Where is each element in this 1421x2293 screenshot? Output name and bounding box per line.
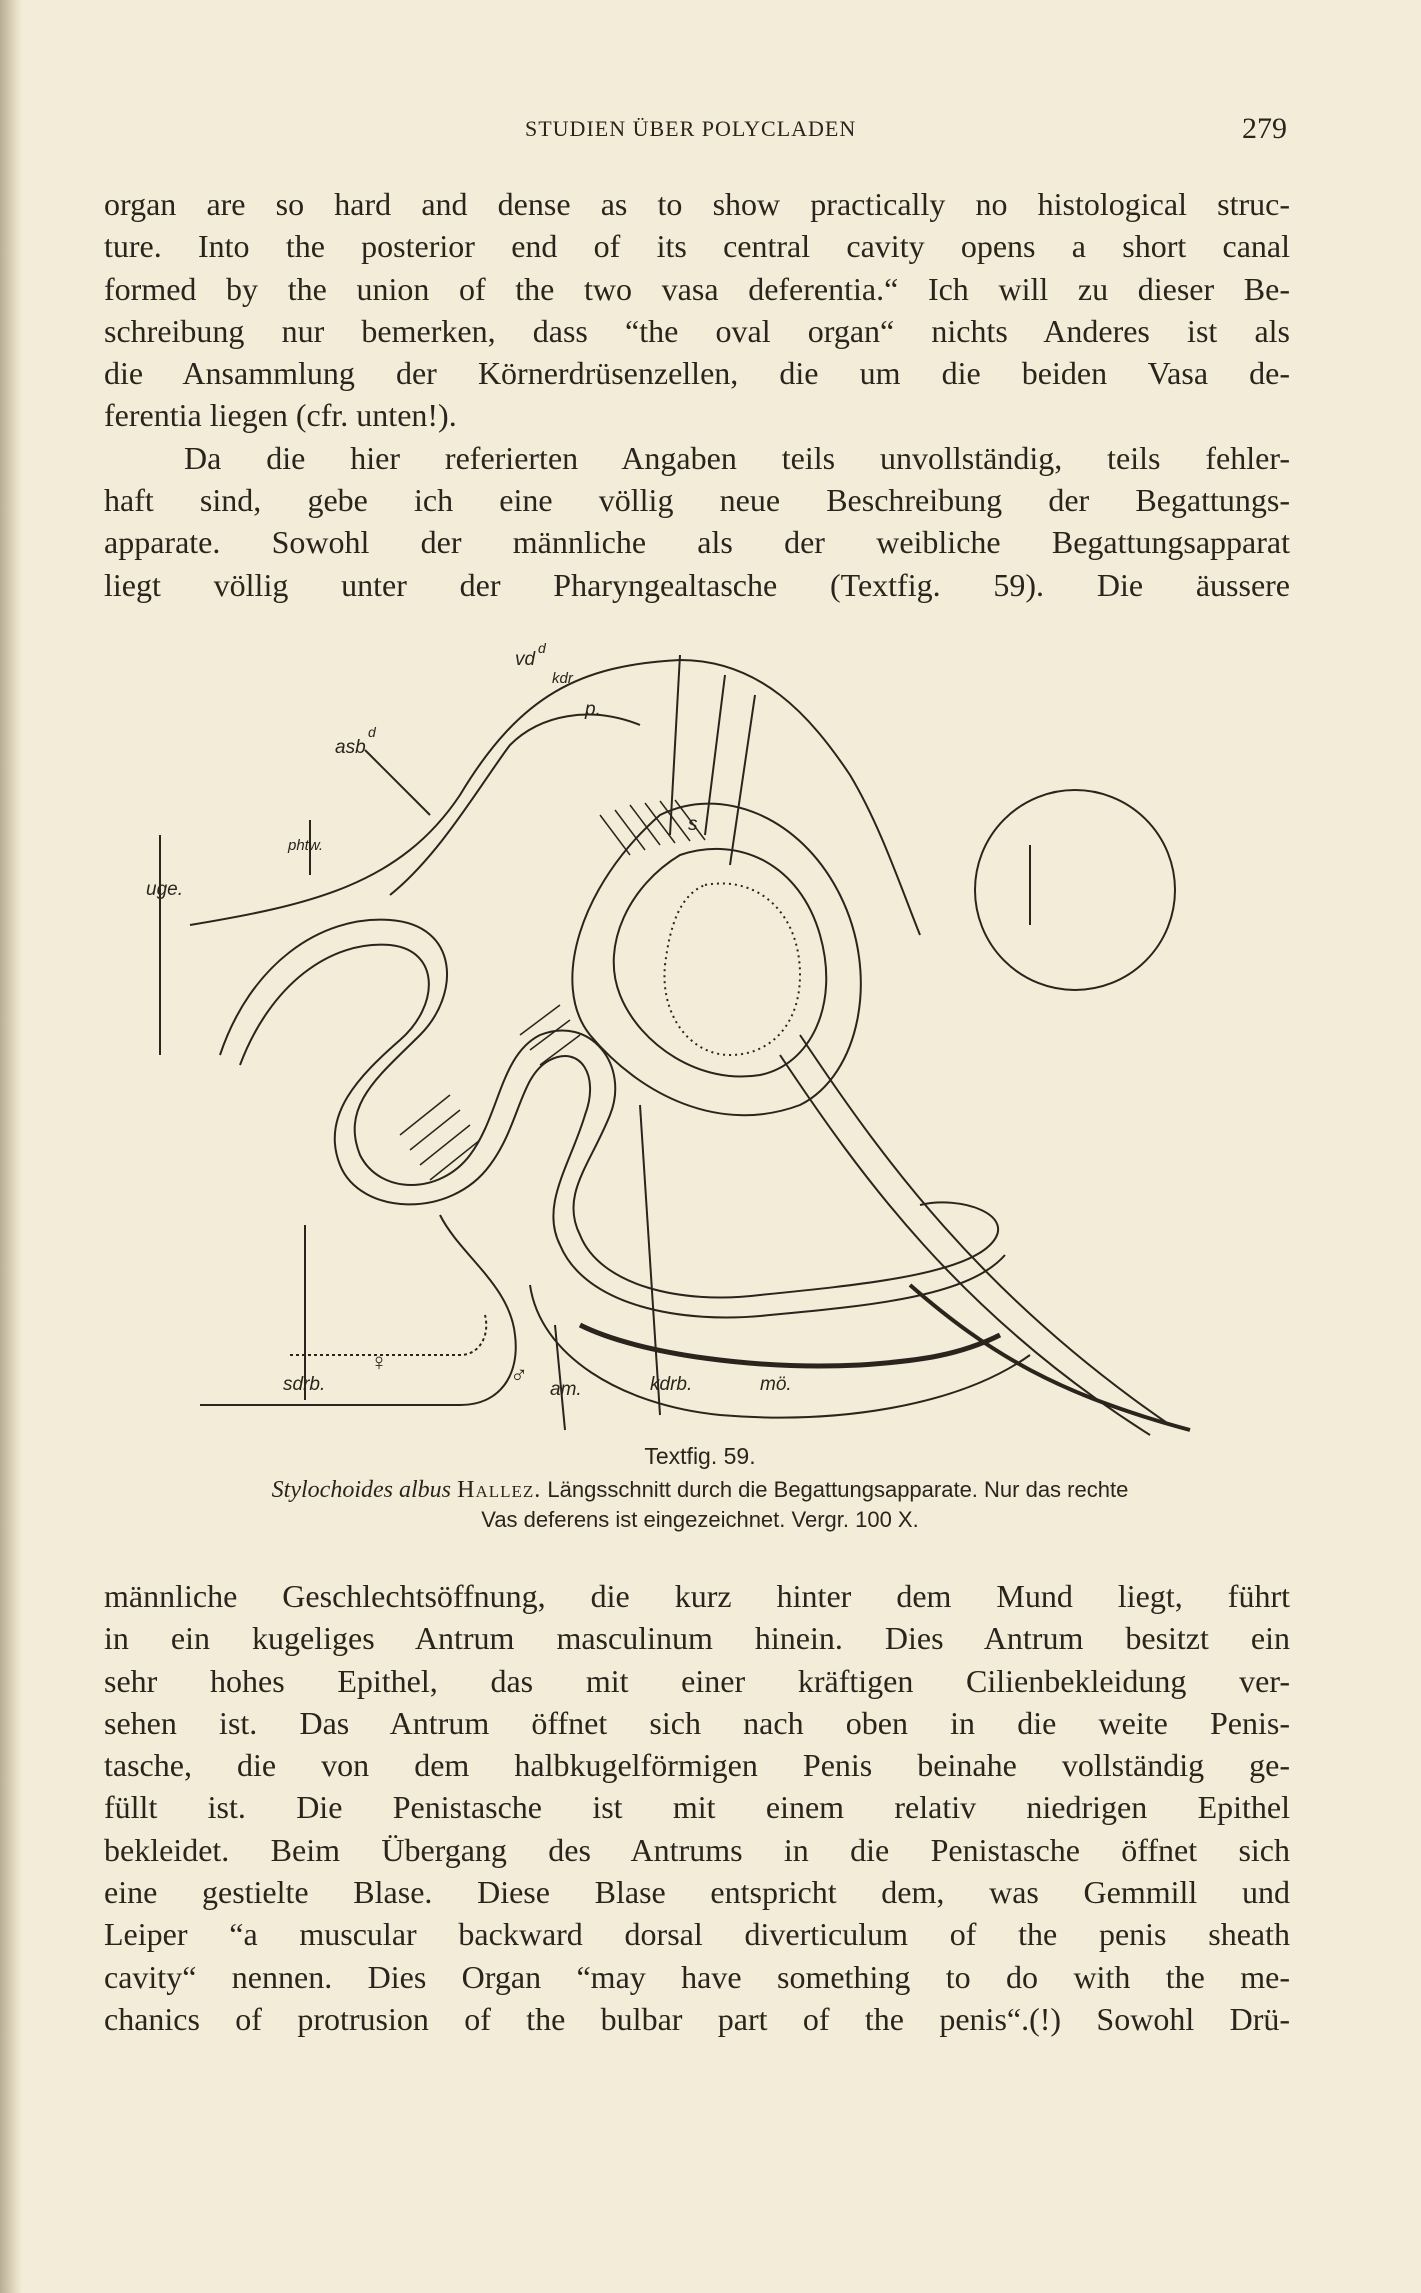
label-vdd: vd [515, 649, 536, 670]
text-line: schreibung nur bemerken, dass “the oval organ“ nichts Anderes ist als [104, 312, 1290, 349]
outline-dorsal [190, 660, 920, 935]
text-line: haft sind, gebe ich eine völlig neue Beschreibung der Begattungs- [104, 482, 1290, 519]
label-asbd: asb [335, 737, 366, 758]
text-line: formed by the union of the two vasa deferentia.“ Ich will zu dieser Be- [104, 270, 1290, 307]
figure-caption-title: Textfig. 59. [644, 1443, 756, 1469]
label-male: ♂ [510, 1362, 528, 1389]
label-female: ♀ [370, 1349, 388, 1376]
caption-text: Längsschnitt durch die Begattungsapparate. Nur das rechte [547, 1477, 1129, 1502]
label-mo: mö. [760, 1374, 792, 1395]
label-s: s [688, 814, 698, 835]
mouth-line-3 [910, 1285, 1190, 1430]
text-line: bekleidet. Beim Übergang des Antrums in die Penistasche öffnet sich [104, 1831, 1290, 1868]
antrum-fold-4 [290, 1315, 486, 1355]
pointer-am [555, 1325, 565, 1430]
text-line: chanics of protrusion of the bulbar part of the penis“.(!) Sowohl Drü- [104, 2000, 1290, 2037]
penis-dotted [664, 883, 800, 1055]
text-line: männliche Geschlechtsöffnung, die kurz hinter dem Mund liegt, führt [104, 1578, 1290, 1614]
antrum-fold-3 [200, 1215, 516, 1405]
running-head: STUDIEN ÜBER POLYCLADEN [525, 116, 857, 141]
anatomical-figure [146, 635, 1260, 1430]
text-line: cavity“ nennen. Dies Organ “may have something to do with the me- [104, 1958, 1290, 1995]
author-name: Hallez. [457, 1477, 542, 1503]
text-line: füllt ist. Die Penistasche ist mit einem relativ niedrigen Epithel [104, 1789, 1290, 1826]
mouth-line-2 [780, 1055, 1150, 1435]
paragraph-1 [104, 183, 1290, 606]
text-line: apparate. Sowohl der männliche als der weibliche Begattungsapparat [104, 524, 1290, 561]
label-am: am. [550, 1379, 582, 1400]
outline-inner-dorsal [390, 715, 640, 895]
page-number: 279 [1242, 112, 1287, 145]
penis-pocket-inner [614, 849, 827, 1077]
text-line: eine gestielte Blase. Diese Blase entspricht dem, was Gemmill und [104, 1874, 1290, 1911]
label-p: p. [585, 699, 601, 720]
text-line: sehr hohes Epithel, das mit einer kräftigen Cilienbekleidung ver- [104, 1662, 1290, 1699]
pointer-p [730, 695, 755, 865]
text-line: liegt völlig unter der Pharyngealtasche (Textfig. 59). Die äussere [104, 566, 1290, 603]
page-edge-shadow [0, 0, 22, 2293]
species-name: Stylochoides albus [271, 1477, 451, 1503]
text-line: organ are so hard and dense as to show practically no histological struc- [104, 186, 1290, 222]
label-vdd-sup: d [538, 640, 546, 656]
text-line: Da die hier referierten Angaben teils unvollständig, teils fehler- [184, 439, 1290, 476]
penis-pocket [572, 804, 860, 1116]
page-header [0, 112, 1421, 152]
text-line: sehen ist. Das Antrum öffnet sich nach oben in die weite Penis- [104, 1704, 1290, 1741]
label-kdr: kdr. [552, 670, 577, 687]
label-sdrb: sdrb. [283, 1374, 326, 1395]
text-line: ferentia liegen (cfr. unten!). [104, 397, 457, 434]
label-phtw: phtw. [288, 837, 324, 854]
figure-caption-line-2: Vas deferens ist eingezeichnet. Vergr. 100 X. [481, 1507, 919, 1532]
vesicle-s [975, 790, 1175, 990]
text-line: tasche, die von dem halbkugelförmigen Penis beinahe vollständig ge- [104, 1747, 1290, 1784]
text-line: die Ansammlung der Körnerdrüsenzellen, die um die beiden Vasa de- [104, 355, 1290, 392]
ventral-thick [580, 1325, 1000, 1366]
pointer-kdrb [640, 1105, 660, 1415]
label-uge: uge. [146, 879, 183, 900]
label-asbd-sup: d [368, 724, 376, 740]
pointer-asbd [365, 750, 430, 815]
pointer-kdr [705, 675, 725, 835]
paragraph-2 [104, 1575, 1290, 2040]
text-line: ture. Into the posterior end of its central cavity opens a short canal [104, 228, 1290, 265]
antrum-fold-1 [220, 920, 998, 1298]
figure-drawing [146, 635, 1260, 1430]
text-line: in ein kugeliges Antrum masculinum hinein. Dies Antrum besitzt ein [104, 1620, 1290, 1657]
text-line: Leiper “a muscular backward dorsal diverticulum of the penis sheath [104, 1916, 1290, 1953]
label-kdrb: kdrb. [650, 1374, 693, 1395]
figure-caption-line-1 [100, 1477, 1300, 1504]
